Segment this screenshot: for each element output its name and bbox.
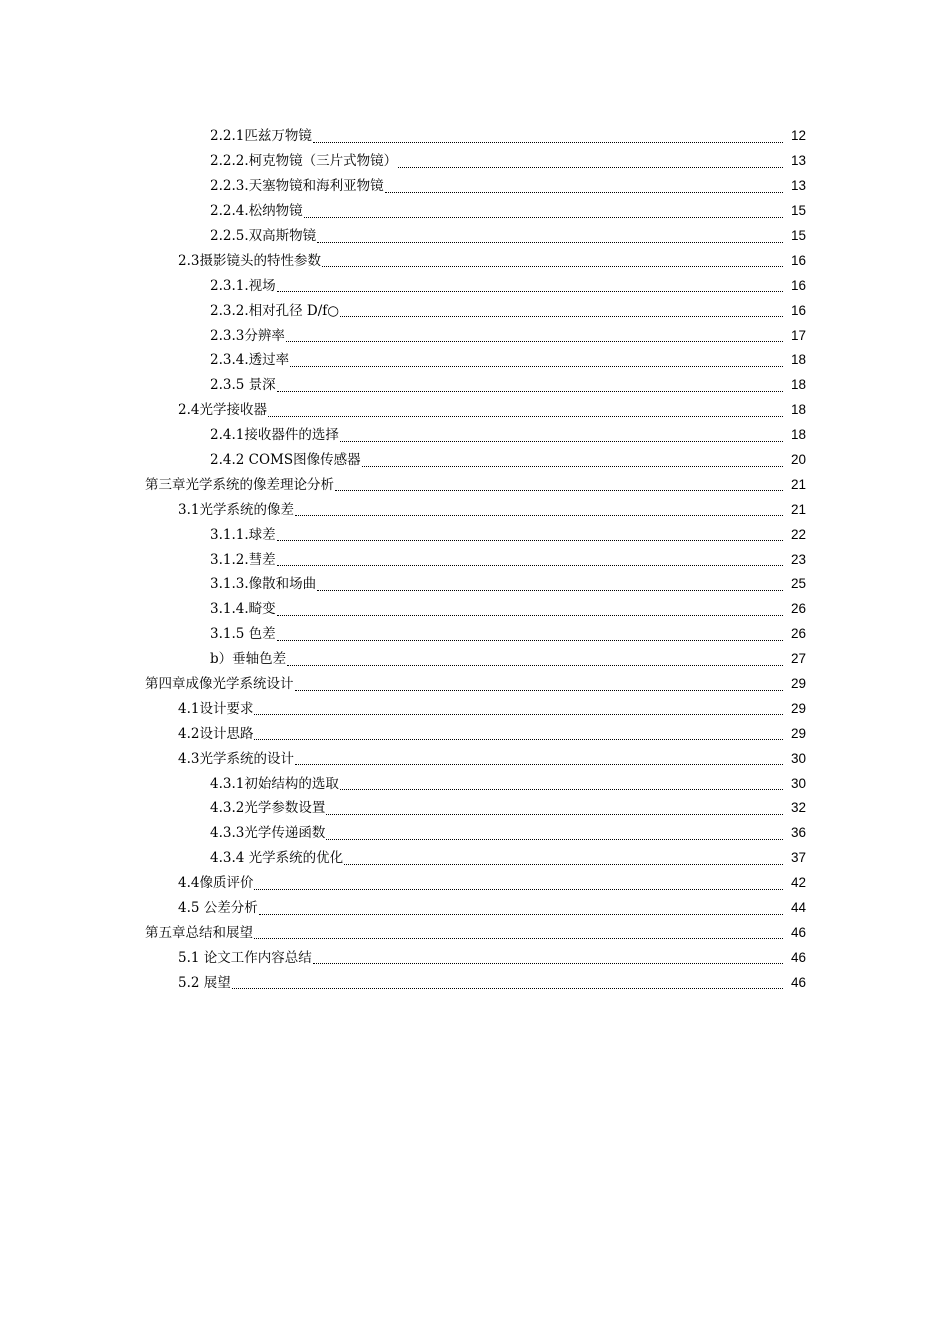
toc-entry-page-number: 15 [790,203,806,219]
dot-leader [277,551,783,566]
toc-entry[interactable] [0,497,950,522]
toc-entry-page-number: 42 [790,875,806,891]
toc-entry[interactable] [0,921,950,946]
toc-entry-page-number: 18 [790,377,806,393]
toc-entry-title: 第五章总结和展望 [145,924,253,941]
toc-entry-title: 2.3.5 景深 [210,377,276,394]
toc-entry-page-number: 26 [790,601,806,617]
toc-entry-title: 2.4光学接收器 [178,402,267,419]
dot-leader [313,949,783,964]
toc-entry[interactable] [0,547,950,572]
dot-leader [335,476,783,491]
toc-entry-title: 2.3.1.视场 [210,277,276,294]
toc-entry[interactable] [0,572,950,597]
dot-leader [313,128,783,143]
toc-entry-title: 4.3光学系统的设计 [178,750,294,767]
toc-entry-page-number: 30 [790,775,806,791]
toc-entry[interactable] [0,472,950,497]
dot-leader [295,501,783,516]
toc-entry[interactable] [0,323,950,348]
toc-entry-title: 2.2.5.双高斯物镜 [210,228,317,244]
toc-entry-title: 2.4.1接收器件的选择 [210,427,339,444]
toc-entry[interactable] [0,945,950,970]
dot-leader [277,277,783,292]
dot-leader [254,924,783,939]
toc-entry[interactable] [0,771,950,796]
toc-entry[interactable] [0,373,950,398]
toc-entry-page-number: 18 [790,352,806,368]
toc-entry[interactable] [0,423,950,448]
toc-entry[interactable] [0,846,950,871]
toc-entry-title: 2.2.1匹兹万物镜 [210,128,312,145]
dot-leader [259,900,783,915]
toc-entry[interactable] [0,647,950,672]
toc-entry-title: b）垂轴色差 [210,651,287,668]
toc-entry[interactable] [0,746,950,771]
toc-entry[interactable] [0,224,950,249]
dot-leader [362,452,783,467]
toc-entry[interactable] [0,721,950,746]
toc-entry-title: 3.1.4.畸变 [210,601,276,618]
toc-entry[interactable] [0,696,950,721]
toc-entry[interactable] [0,896,950,921]
dot-leader [304,203,783,218]
toc-entry-page-number: 15 [790,228,806,243]
toc-entry-title: 第三章光学系统的像差理论分析 [145,476,334,493]
toc-entry[interactable] [0,174,950,199]
toc-entry-page-number: 20 [790,452,806,468]
toc-entry-title: 3.1光学系统的像差 [178,501,294,518]
toc-entry[interactable] [0,124,950,149]
toc-entry-page-number: 18 [790,402,806,418]
toc-entry-page-number: 22 [790,526,806,542]
toc-entry-page-number: 30 [790,750,806,766]
toc-entry[interactable] [0,248,950,273]
toc-entry-title: 4.5 公差分析 [178,900,258,917]
toc-entry-title: 2.4.2 COMS图像传感器 [210,452,361,469]
toc-entry-page-number: 17 [790,327,806,343]
toc-entry[interactable] [0,970,950,995]
toc-entry-title: 2.3.3分辨率 [210,327,285,344]
toc-entry[interactable] [0,796,950,821]
dot-leader [340,775,783,790]
toc-entry-title: 2.3摄影镜头的特性参数 [178,252,321,269]
dot-leader [326,800,783,815]
toc-entry-title: 2.2.4.松纳物镜 [210,203,303,220]
toc-entry-page-number: 16 [790,252,806,268]
toc-entry[interactable] [0,199,950,224]
toc-entry[interactable] [0,672,950,697]
toc-entry-title: 2.2.2.柯克物镜（三片式物镜） [210,153,398,170]
toc-entry[interactable] [0,149,950,174]
toc-entry-title: 4.2设计思路 [178,725,254,742]
toc-entry[interactable] [0,273,950,298]
dot-leader [254,725,783,740]
toc-entry-page-number: 46 [790,924,806,940]
toc-entry[interactable] [0,348,950,373]
toc-entry-title: 2.3.2.相对孔径 D/f○ [210,302,340,319]
dot-leader [326,825,783,840]
dot-leader [290,352,783,367]
toc-entry-page-number: 44 [790,900,806,916]
toc-entry-page-number: 29 [790,700,806,716]
toc-entry-page-number: 29 [790,725,806,741]
dot-leader [277,377,783,392]
dot-leader [268,402,783,417]
toc-entry-page-number: 21 [790,501,806,517]
dot-leader [277,601,783,616]
toc-entry-page-number: 46 [790,949,806,965]
toc-entry-page-number: 18 [790,427,806,443]
toc-entry-page-number: 23 [790,551,806,567]
dot-leader [277,626,783,641]
dot-leader [287,651,783,666]
toc-entry-title: 5.2 展望 [178,974,231,991]
toc-entry-page-number: 12 [790,128,806,144]
toc-entry-page-number: 36 [790,825,806,841]
toc-entry[interactable] [0,448,950,473]
toc-entry-title: 4.4像质评价 [178,875,254,892]
dot-leader [232,974,783,989]
toc-entry-title: 4.3.2光学参数设置 [210,800,326,817]
toc-entry-page-number: 26 [790,626,806,642]
toc-entry-title: 3.1.5 色差 [210,626,276,643]
toc-entry-title: 3.1.1.球差 [210,526,276,543]
dot-leader [254,875,783,890]
dot-leader [322,252,783,267]
toc-entry[interactable] [0,871,950,896]
dot-leader [277,526,783,541]
toc-entry-page-number: 37 [790,850,806,866]
toc-entry-page-number: 13 [790,178,806,194]
dot-leader [344,850,783,865]
toc-entry[interactable] [0,298,950,323]
toc-entry-page-number: 29 [790,676,806,692]
toc-entry[interactable] [0,821,950,846]
toc-entry-title: 2.3.4.透过率 [210,352,290,369]
dot-leader [398,153,783,168]
dot-leader [317,576,783,591]
toc-entry-page-number: 13 [790,153,806,169]
dot-leader [254,700,783,715]
toc-entry-page-number: 46 [790,974,806,990]
toc-entry-page-number: 21 [790,476,806,492]
toc-entry-title: 3.1.2.彗差 [210,551,276,568]
toc-entry-title: 3.1.3.像散和场曲 [210,576,317,593]
dot-leader [385,178,783,193]
toc-entry-title: 4.3.3光学传递函数 [210,825,326,842]
toc-entry[interactable] [0,597,950,622]
toc-entry-title: 第四章成像光学系统设计 [145,676,294,693]
dot-leader [295,750,783,765]
toc-entry-title: 2.2.3.天塞物镜和海利亚物镜 [210,178,384,195]
toc-entry[interactable] [0,522,950,547]
dot-leader [286,327,783,342]
toc-entry-page-number: 27 [790,651,806,667]
toc-entry-page-number: 16 [790,302,806,318]
toc-entry-page-number: 25 [790,576,806,592]
dot-leader [340,302,783,317]
dot-leader [295,676,784,691]
toc-entry-title: 5.1 论文工作内容总结 [178,949,312,966]
dot-leader [317,228,783,243]
table-of-contents [0,124,950,995]
toc-entry-page-number: 32 [790,800,806,816]
dot-leader [340,427,783,442]
toc-entry[interactable] [0,622,950,647]
toc-entry-title: 4.3.4 光学系统的优化 [210,850,344,867]
toc-entry-page-number: 16 [790,277,806,293]
toc-entry-title: 4.1设计要求 [178,700,254,717]
toc-entry-title: 4.3.1初始结构的选取 [210,775,339,792]
toc-entry[interactable] [0,398,950,423]
